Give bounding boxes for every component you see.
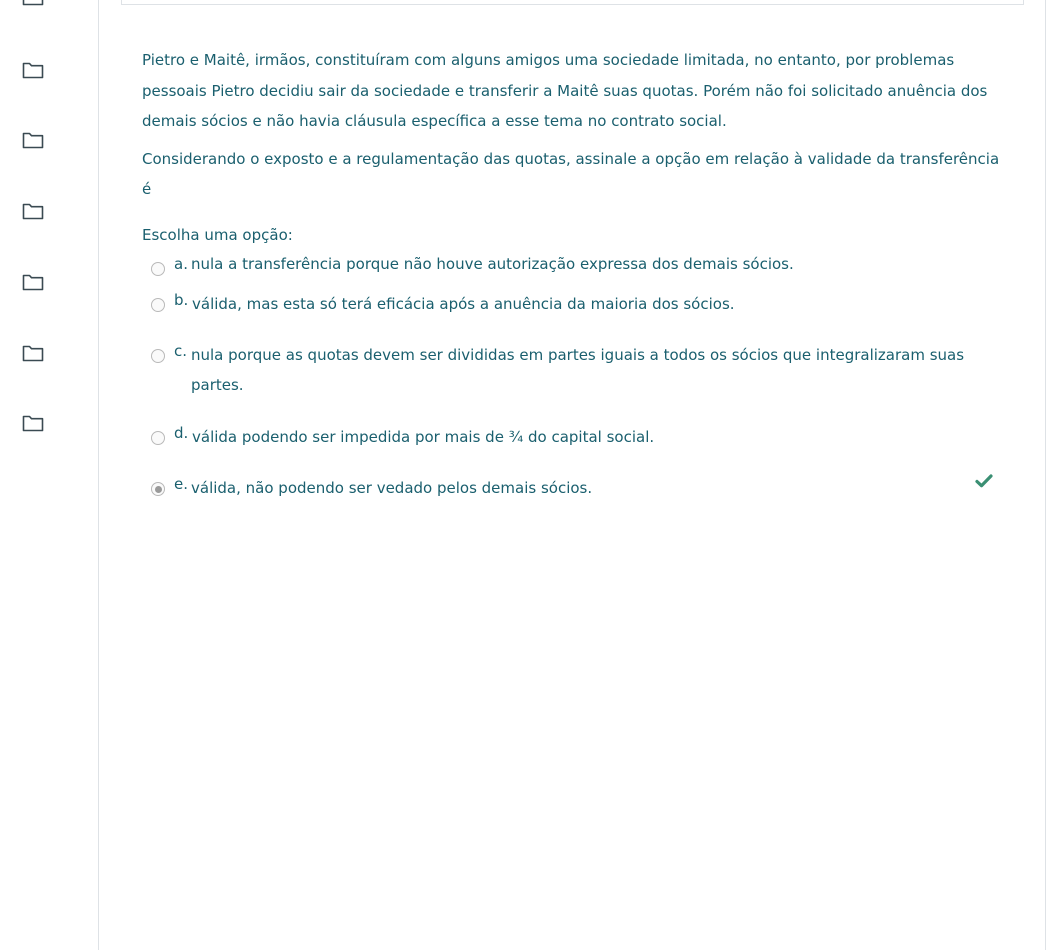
radio-button[interactable] <box>151 349 165 363</box>
radio-button[interactable] <box>151 262 165 276</box>
folder-icon[interactable] <box>22 273 44 291</box>
choose-option-label: Escolha uma opção: <box>142 226 293 244</box>
radio-button[interactable] <box>151 298 165 312</box>
folder-icon[interactable] <box>22 202 44 220</box>
check-icon <box>975 473 993 489</box>
folder-icon[interactable] <box>22 344 44 362</box>
option-text: válida, mas esta só terá eficácia após a anuência da maioria dos sócios. <box>192 295 735 313</box>
option-letter: d. <box>174 424 189 442</box>
folder-icon[interactable] <box>22 131 44 149</box>
question-info-box <box>121 0 1024 5</box>
question-paragraph: Considerando o exposto e a regulamentação das quotas, assinale a opção em relação à validade da transferência é <box>142 149 1000 198</box>
option-letter: b. <box>174 291 189 309</box>
option-text: nula a transferência porque não houve autorização expressa dos demais sócios. <box>191 255 794 273</box>
folder-icon[interactable] <box>22 414 44 432</box>
course-index-sidebar <box>0 0 98 947</box>
radio-button[interactable] <box>151 431 165 445</box>
option-text: válida podendo ser impedida por mais de ¾ do capital social. <box>192 428 655 446</box>
folder-icon[interactable] <box>22 61 44 79</box>
option-text: nula porque as quotas devem ser divididas em partes iguais a todos os sócios que integralizaram suas partes. <box>191 346 965 394</box>
question-paragraph: Pietro e Maitê, irmãos, constituíram com alguns amigos uma sociedade limitada, no entanto, por problemas pessoais Pietro decidiu sair da sociedade e transferir a Maitê suas quotas. Porém não foi solicitado anuência dos demais sócios e não havia cláusula específica a esse tema no contrato social. <box>142 51 988 130</box>
radio-button-selected[interactable] <box>151 482 165 496</box>
question-text <box>142 45 1004 212</box>
option-letter: a. <box>174 255 188 273</box>
option-text: válida, não podendo ser vedado pelos demais sócios. <box>191 479 593 497</box>
folder-icon[interactable] <box>22 0 44 6</box>
option-letter: c. <box>174 342 188 360</box>
option-letter: e. <box>174 475 188 493</box>
question-panel <box>98 0 1046 950</box>
